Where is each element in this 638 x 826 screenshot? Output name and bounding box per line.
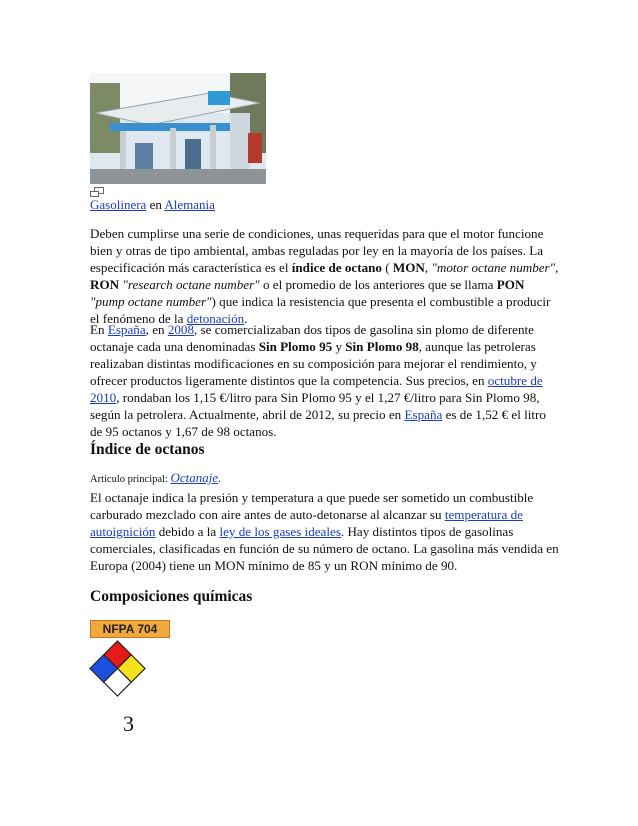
espana-link-2[interactable]: España xyxy=(404,407,443,422)
gasolinera-link[interactable]: Gasolinera xyxy=(90,197,147,212)
temperatura-autoignicion-link[interactable]: temperatura de autoignición xyxy=(90,507,523,539)
nfpa-704-label: NFPA 704 xyxy=(90,620,170,638)
ley-gases-ideales-link[interactable]: ley de los gases ideales xyxy=(219,524,341,539)
page-number: 3 xyxy=(123,711,134,736)
main-article-note: Artículo principal: Octanaje. xyxy=(90,470,221,485)
paragraph-spain-prices: En España, en 2008, se comercializaban dos tipos de gasolina sin plomo de diferente octanaje cada una denominadas Sin Plomo 95 y Sin Plomo 98, aunque las petroleras realizaban distintas modificaciones en su composición para mejorar el rendimiento, y ofrecer productos ligeramente distintos que la competencia. Sus precios, en octubre de 2010, rondaban los 1,15 €/litro para Sin Plomo 95 y el 1,27 €/litro para Sin Plomo 98, según la petrolera. Actualmente, abril de 2012, su precio en España es de 1,52 € el litro de 95 octanos y 1,67 de 98 octanos. xyxy=(90,322,546,439)
espana-link[interactable]: España xyxy=(107,322,146,337)
enlarge-icon[interactable] xyxy=(90,187,104,197)
year-2008-link[interactable]: 2008 xyxy=(167,322,195,337)
image-caption: Gasolinera en Alemania xyxy=(90,197,215,212)
octubre-2010-link[interactable]: octubre de 2010 xyxy=(90,373,543,405)
nfpa-704-diamond-icon xyxy=(89,640,146,697)
octanaje-link[interactable]: Octanaje xyxy=(170,470,219,485)
paragraph-octane-spec: Deben cumplirse una serie de condiciones, unas requeridas para que el motor funcione bien y otras de tipo ambiental, ambas reguladas por ley en la mayoría de los países. La especificación más característica es el índice de octano ( MON, "motor octane number", RON "research octane number" o el promedio de los anteriores que se llama PON "pump octane number") que indica la resistencia que presenta el combustible a producir el fenómeno de la detonación. xyxy=(90,226,559,326)
alemania-link[interactable]: Alemania xyxy=(164,197,215,212)
paragraph-octanaje: El octanaje indica la presión y temperatura a que puede ser sometido un combustible carburado mezclado con aire antes de auto-detonarse al alcanzar su temperatura de autoignición debido a la ley de los gases ideales. Hay distintos tipos de gasolinas comerciales, clasificadas en función de su número de octano. La gasolina más vendida en Europa (2004) tiene un MON mínimo de 85 y un RON mínimo de 90. xyxy=(90,490,559,573)
heading-indice-octanos: Índice de octanos xyxy=(90,441,205,458)
gas-station-photo xyxy=(90,73,266,184)
heading-composiciones-quimicas: Composiciones químicas xyxy=(90,588,253,605)
detonacion-link[interactable]: detonación xyxy=(186,311,245,326)
